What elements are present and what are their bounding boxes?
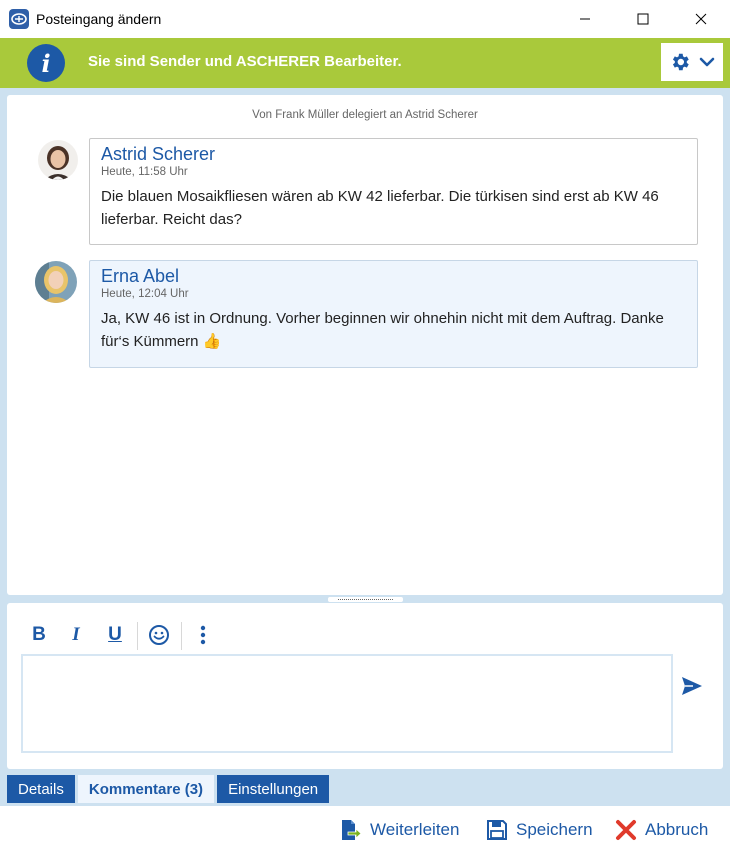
- close-icon: [695, 13, 707, 25]
- comment-editor: [7, 603, 723, 769]
- window-titlebar: [0, 0, 730, 38]
- chevron-down-icon: [699, 54, 715, 70]
- forward-label: Weiterleiten: [370, 820, 460, 839]
- smiley-icon: [148, 624, 170, 646]
- save-button[interactable]: [486, 818, 593, 842]
- maximize-button[interactable]: [614, 0, 672, 38]
- minimize-button[interactable]: [556, 0, 614, 38]
- maximize-icon: [637, 13, 649, 25]
- message-author: Astrid Scherer: [101, 144, 216, 164]
- comments-panel: [7, 95, 723, 595]
- comment-message: [89, 260, 698, 368]
- avatar: [38, 140, 78, 180]
- message-time: Heute, 11:58 Uhr: [101, 166, 188, 178]
- underline-button[interactable]: U: [108, 624, 122, 645]
- minimize-icon: [579, 13, 591, 25]
- save-icon: [486, 819, 508, 841]
- send-icon: [681, 676, 703, 696]
- send-button[interactable]: [679, 673, 705, 699]
- tab-details[interactable]: Details: [7, 775, 75, 803]
- splitter-grip: [338, 599, 393, 600]
- cancel-label: Abbruch: [645, 820, 709, 839]
- comment-message: [89, 138, 698, 245]
- comment-input[interactable]: [21, 654, 673, 753]
- message-text: Ja, KW 46 ist in Ordnung. Vorher beginnen wir ohnehin nicht mit dem Auftrag. Danke für‘s Kümmern: [101, 310, 664, 350]
- tab-comments[interactable]: Kommentare (3): [78, 775, 214, 803]
- gear-icon: [669, 51, 691, 73]
- message-time: Heute, 12:04 Uhr: [101, 288, 189, 300]
- message-text: Die blauen Mosaikfliesen wären ab KW 42 lieferbar. Die türkisen sind erst ab KW 46 lieferbar. Reicht das?: [101, 188, 659, 228]
- toolbar-divider: [137, 622, 138, 650]
- panel-splitter-handle[interactable]: [328, 597, 403, 602]
- settings-menu-button[interactable]: [661, 43, 723, 81]
- info-icon: i: [27, 44, 65, 82]
- app-logo-icon: [9, 9, 29, 29]
- cancel-x-icon: [615, 819, 637, 841]
- save-label: Speichern: [516, 820, 593, 839]
- dialog-footer: [0, 806, 730, 850]
- toolbar-divider: [181, 622, 182, 650]
- bold-button[interactable]: B: [32, 624, 46, 645]
- cancel-button[interactable]: [615, 818, 708, 842]
- info-bar: [0, 38, 730, 88]
- emoji-button[interactable]: [147, 621, 171, 649]
- window-title: Posteingang ändern: [36, 11, 162, 27]
- thumbs-up-emoji: 👍: [202, 332, 222, 350]
- info-text: Sie sind Sender und ASCHERER Bearbeiter.: [88, 53, 402, 70]
- avatar: [35, 261, 77, 303]
- italic-button[interactable]: I: [72, 624, 80, 645]
- message-text-container: [101, 307, 686, 353]
- forward-button[interactable]: [340, 818, 459, 842]
- message-author: Erna Abel: [101, 266, 180, 286]
- close-window-button[interactable]: [672, 0, 730, 38]
- forward-document-icon: [340, 819, 362, 841]
- delegation-note: Von Frank Müller delegiert an Astrid Scherer: [252, 109, 478, 121]
- tab-settings[interactable]: Einstellungen: [217, 775, 329, 803]
- more-vertical-icon: [199, 624, 207, 646]
- more-options-button[interactable]: [193, 621, 213, 649]
- tab-bar: [7, 775, 332, 803]
